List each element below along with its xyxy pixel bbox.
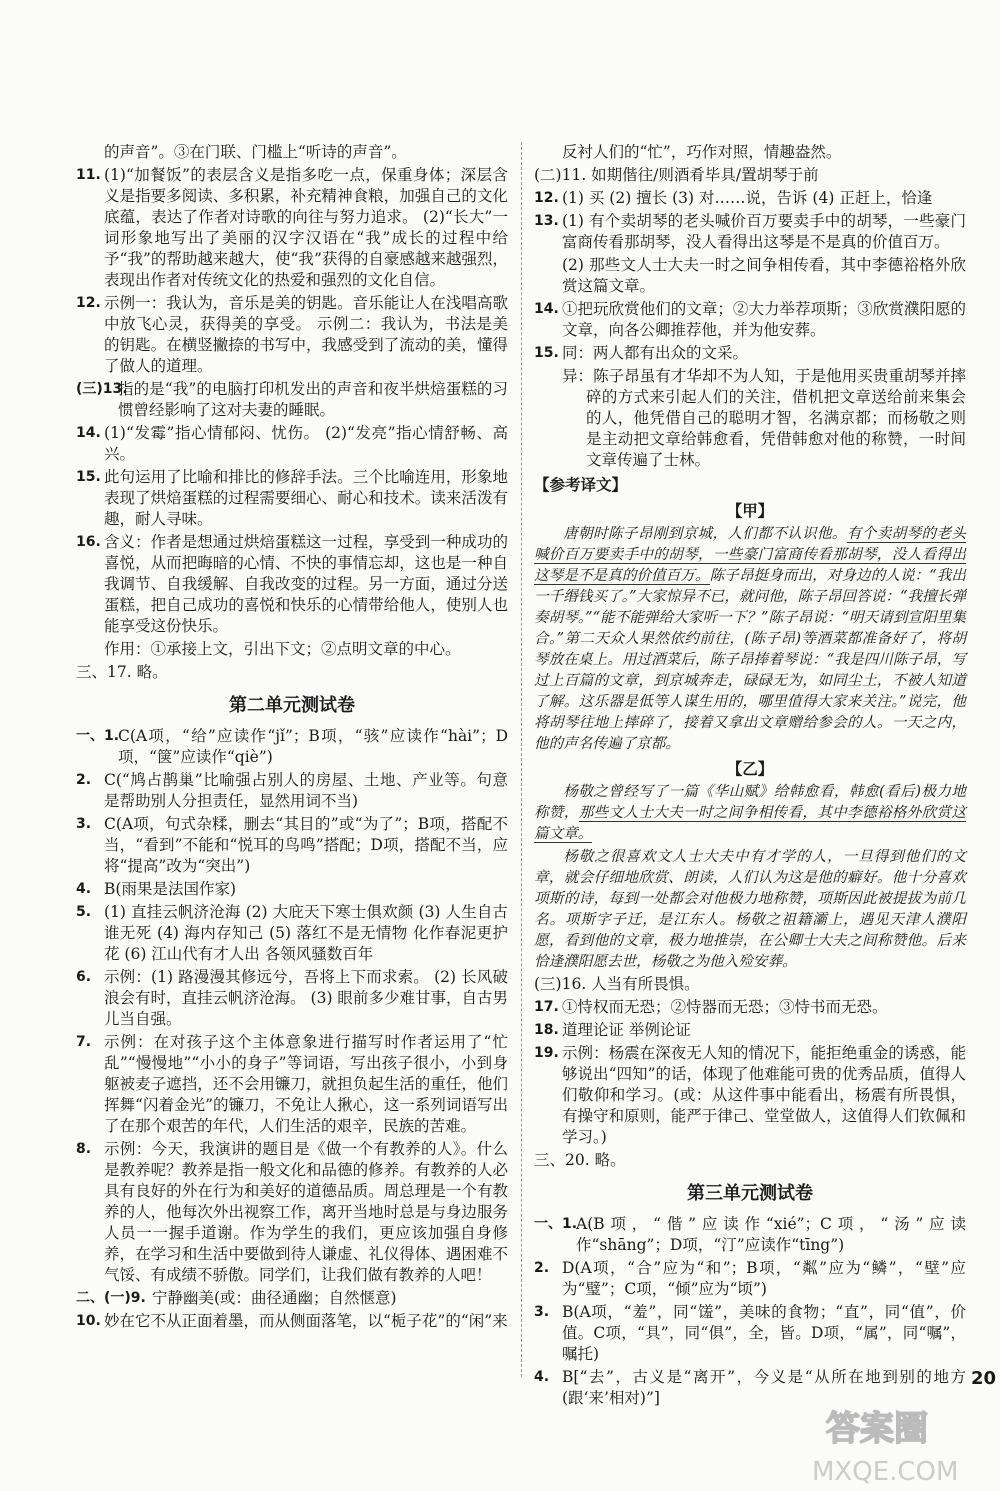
answer-16-iii: (三)16. 人当有所畏惧。 xyxy=(534,975,700,993)
answer-text: C(A项，“给”应读作“jǐ”；B项，“骇”应读作“hài”；D项，“箧”应读作“qiè”) xyxy=(118,727,508,766)
answer-text: 道理论证 举例论证 xyxy=(562,1021,691,1039)
answer-text: 示例：今天，我演讲的题目是《做一个有教养的人》。什么是教养呢？教养是指一般文化和品德的修养。有教养的人必具有良好的外在行为和美好的道德品质。周总理是一个有教养的人，他每次外出视察工作，离开当地时总是与身边服务人员一一握手道谢。作为学生的我们，更应该加强自身修养，在学习和生活中要做到待人谦虚、礼仪得体、遇困难不气馁、有成绩不骄傲。同学们，让我们做有教养的人吧！ xyxy=(104,1140,508,1284)
item-number: 6. xyxy=(76,969,92,985)
answer-text: ①恃权而无恐；②恃器而无恐；③恃书而无恐。 xyxy=(562,998,888,1016)
answer-12-ii xyxy=(534,188,966,209)
column-divider xyxy=(521,142,522,1377)
unit2-answer-7 xyxy=(76,1032,508,1137)
item-number: 18. xyxy=(534,1022,559,1038)
translation-text: 陈子昂挺身而出，对身边的人说：“我出一千缗钱买了。”大家惊异不已，就问他，陈子昂回答说：“我擅长弹奏胡琴。”“能不能弹给大家听一下？”陈子昂说：“明天请到宣阳里集合。”第二天众人果然依约前往，(陈子昂)等酒菜都准备好了，将胡琴放在桌上。用过酒菜后，陈子昂捧着琴说：“我是四川陈子昂，写过上百篇的文章，到京城奔走，碌碌无为，如同尘土，不被人知道了解。这乐器是低等人谋生用的，哪里值得大家来关注。”说完，他将胡琴往地上摔碎了，接着又拿出文章赠给参会的人。一天之内，他的声名传遍了京都。 xyxy=(534,567,966,752)
answer-11 xyxy=(76,165,508,291)
answer-19-iii xyxy=(534,1043,966,1148)
watermark-logo-text: 答案圈 xyxy=(826,1409,928,1449)
answer-14-ii xyxy=(534,299,966,341)
watermark-logo xyxy=(806,1400,992,1488)
item-number: 15. xyxy=(534,345,559,361)
answer-text: 妙在它不从正面着墨，而从侧面落笔，以“栀子花”的“闲”来 xyxy=(104,1312,508,1330)
translation-yi xyxy=(534,781,966,844)
unit2-answer-3 xyxy=(76,814,508,877)
unit2-answer-10 xyxy=(76,1311,508,1332)
page-number: 20 xyxy=(970,1368,996,1389)
answer-text: 含义：作者是想通过烘焙蛋糕这一过程，享受到一种成功的喜悦，从而把晦暗的心情、不快的事情忘却，这也是一种自我调节、自我缓解、自我改变的过程。另一方面，通过分送蛋糕，把自己成功的喜悦和快乐的心情带给他人，使别人也能享受这份快乐。 xyxy=(104,533,508,635)
answer-text: (1)“加餐饭”的表层含义是指多吃一点，保重身体；深层含义是指要多阅读、多积累，补充精神食粮，加强自己的文化底蕴，表达了作者对诗歌的向往与努力追求。 (2)“长大”一词形象地写出了美丽的汉字汉语在“我”成长的过程中给予“我”的帮助越来越大，使“我”获得的自豪感越来越强烈，表现出作者对传统文化的热爱和强烈的文化自信。 xyxy=(104,166,508,289)
answer-13 xyxy=(76,379,508,421)
answer-15-ii xyxy=(534,343,966,364)
underlined-sentence: 有个卖胡琴的老头喊价百万要卖手中的胡琴，一些豪门富商传看那胡琴，没人看得出这琴是不是真的价值百万。 xyxy=(534,525,966,584)
answer-11-ii: (二)11. 如期偕往/则酒肴毕具/置胡琴于前 xyxy=(534,166,819,184)
answer-14 xyxy=(76,423,508,465)
unit2-answer-4 xyxy=(76,879,508,900)
item-number: 12. xyxy=(534,190,559,206)
answer-text: D(A项，“合”应为“和”；B项，“粼”应为“鳞”，“壁”应为“璧”；C项，“倾”应为“顷”) xyxy=(562,1259,966,1298)
item-number: 一、1. xyxy=(534,1216,578,1232)
translation-jia-label: 【甲】 xyxy=(726,501,774,520)
item-number: 7. xyxy=(76,1034,92,1050)
answer-text: 示例：杨震在深夜无人知的情况下，能拒绝重金的诱惑，能够说出“四知”的话，体现了他难能可贵的优秀品质，值得人们敬仰和学习。(或：从这件事中能看出，杨震有所畏惧，有操守和原则，能严于律己、堂堂做人，这值得人们钦佩和学习。) xyxy=(562,1044,966,1146)
item-number: 14. xyxy=(76,425,101,441)
answer-17: 三、17. 略。 xyxy=(76,663,168,681)
answer-text: 指的是“我”的电脑打印机发出的声音和夜半烘焙蛋糕的习惯曾经影响了这对夫妻的睡眠。 xyxy=(118,380,508,419)
answer-16 xyxy=(76,532,508,637)
item-number: 14. xyxy=(534,301,559,317)
unit3-title: 第三单元测试卷 xyxy=(687,1183,813,1204)
answer-18-iii xyxy=(534,1020,966,1041)
answer-text: B(A项，“羞”，同“馐”，美味的食物；“直”，同“值”，价值。C项，“具”，同“俱”，全，皆。D项，“属”，同“嘱”，嘱托) xyxy=(562,1303,966,1363)
watermark-url: MXQE.COM xyxy=(812,1457,959,1487)
item-number: 5. xyxy=(76,904,92,920)
text-line: 反衬人们的“忙”，巧作对照，情趣盎然。 xyxy=(562,143,842,161)
answer-text: (1) 买 (2) 擅长 (3) 对……说，告诉 (4) 正赶上，恰逢 xyxy=(562,189,933,207)
underlined-sentence: 那些文人士大夫一时之间争相传看，其中李德裕格外欣赏这篇文章。 xyxy=(534,804,966,842)
reference-translation-label: 【参考译文】 xyxy=(534,476,628,494)
answer-text: ①把玩欣赏他们的文章；②大力举荐项斯；③欣赏濮阳愿的文章，向各公卿推荐他，并为他安葬。 xyxy=(562,300,966,339)
item-number: 19. xyxy=(534,1045,559,1061)
left-column xyxy=(76,142,508,1334)
item-number: 2. xyxy=(534,1260,550,1276)
answer-13-part2: (2) 那些文人士大夫一时之间争相传看，其中李德裕格外欣赏这篇文章。 xyxy=(562,256,966,295)
unit2-answer-6 xyxy=(76,967,508,1030)
answer-text: B[“去”，古义是“离开”，今义是“从所在地到别的地方(跟‘来’相对)”] xyxy=(562,1368,966,1407)
answer-text: 同：两人都有出众的文采。 xyxy=(562,344,749,362)
unit2-title: 第二单元测试卷 xyxy=(229,695,355,716)
answer-16-effect: 作用：①承接上文，引出下文；②点明文章的中心。 xyxy=(104,640,461,658)
unit3-answer-1 xyxy=(534,1214,966,1256)
unit2-answer-5 xyxy=(76,902,508,965)
item-number: 8. xyxy=(76,1141,92,1157)
item-number: 15. xyxy=(76,469,101,485)
item-number: 一、1. xyxy=(76,728,120,744)
answer-17-iii xyxy=(534,997,966,1018)
translation-yi-2: 杨敬之很喜欢文人士大夫中有才学的人，一旦得到他们的文章，就会仔细地欣赏、朗读，人们认为这是他的癖好。他十分喜欢项斯的诗，每到一处都会对他极力地称赞，项斯因此被提拔为前几名。项斯字子迁，是江东人。杨敬之祖籍灞上，遇见天津人濮阳愿，看到他的文章，极力地推崇，在公卿士大夫之间称赞他。后来恰逢濮阳愿去世，杨敬之为他入殓安葬。 xyxy=(534,848,966,970)
answer-text: 宁静幽美(或：曲径通幽；自然惬意) xyxy=(152,1289,397,1307)
answer-20: 三、20. 略。 xyxy=(534,1151,626,1169)
translation-text: 唐朝时陈子昂刚到京城，人们都不认识他。 xyxy=(563,525,847,542)
item-number: 4. xyxy=(534,1369,550,1385)
answer-13-ii xyxy=(534,211,966,253)
answer-text: A(B项，“偕”应读作“xié”；C项，“汤”应读作“shāng”；D项，“汀”应读作“tīng”) xyxy=(576,1215,966,1254)
answer-15 xyxy=(76,467,508,530)
unit2-answer-8 xyxy=(76,1139,508,1286)
translation-text: 杨敬之曾经写了一篇《华山赋》给韩愈看，韩愈(看后)极力地称赞， xyxy=(534,783,966,821)
item-number: 3. xyxy=(76,816,92,832)
item-number: (三)13. xyxy=(76,381,128,397)
item-number: 4. xyxy=(76,881,92,897)
unit3-answer-3 xyxy=(534,1302,966,1365)
item-number: 3. xyxy=(534,1304,550,1320)
answer-text: (1) 直挂云帆济沧海 (2) 大庇天下寒士俱欢颜 (3) 人生自古谁无死 (4) 海内存知己 (5) 落红不是无情物 化作春泥更护花 (6) 江山代有才人出 各领风骚数百年 xyxy=(104,903,508,963)
answer-text: 示例：在对孩子这个主体意象进行描写时作者运用了“忙乱”“慢慢地”“小小的身子”等词语，写出孩子很小，小到身躯被麦子遮挡，还不会用镰刀，就担负起生活的重任，他们挥舞“闪着金光”的镰刀，不免让人揪心，这一系列词语写出了在那个艰苦的年代，人们生活的艰辛，民族的苦难。 xyxy=(104,1033,508,1135)
answer-text: (1)“发霉”指心情郁闷、忧伤。 (2)“发亮”指心情舒畅、高兴。 xyxy=(104,424,508,463)
translation-yi-label: 【乙】 xyxy=(726,759,774,778)
unit2-answer-2 xyxy=(76,770,508,812)
right-column xyxy=(534,142,966,1411)
answer-text: C(“鸠占鹊巢”比喻强占别人的房屋、土地、产业等。句意是帮助别人分担责任，显然用词不当) xyxy=(104,771,508,810)
translation-jia xyxy=(534,523,966,754)
answer-text: C(A项，句式杂糅，删去“其目的”或“为了”；B项，搭配不当，“看到”不能和“悦耳的鸟鸣”搭配；D项，搭配不当，应将“提高”改为“突出”) xyxy=(104,815,508,875)
item-number: 10. xyxy=(76,1313,101,1329)
unit2-answer-9 xyxy=(76,1288,508,1309)
answer-text: (1) 有个卖胡琴的老头喊价百万要卖手中的胡琴，一些豪门富商传看那胡琴，没人看得出这琴是不是真的价值百万。 xyxy=(562,212,966,251)
item-number: 11. xyxy=(76,167,101,183)
answer-text: 此句运用了比喻和排比的修辞手法。三个比喻连用，形象地表现了烘焙蛋糕的过程需要细心、耐心和技术。读来活泼有趣，耐人寻味。 xyxy=(104,468,508,528)
item-number: 12. xyxy=(76,295,101,311)
item-number: 二、(一)9. xyxy=(76,1290,146,1306)
item-number: 17. xyxy=(534,999,559,1015)
unit3-answer-2 xyxy=(534,1258,966,1300)
text-line: 的声音”。③在门联、门槛上“听诗的声音”。 xyxy=(104,143,407,161)
answer-12 xyxy=(76,293,508,377)
item-number: 2. xyxy=(76,772,92,788)
item-number: 16. xyxy=(76,534,101,550)
answer-15-difference: 异：陈子昂虽有才华却不为人知，于是他用买贵重胡琴并摔碎的方式来引起人们的关注，借机把文章送给前来集会的人，他凭借自己的聪明才智，名满京都；而杨敬之则是主动把文章给韩愈看，凭借韩愈对他的称赞，一时间文章传遍了士林。 xyxy=(562,367,966,469)
answer-text: 示例：(1) 路漫漫其修远兮，吾将上下而求索。 (2) 长风破浪会有时，直挂云帆济沧海。 (3) 眼前多少难甘事，自古男儿当自强。 xyxy=(104,968,508,1028)
answer-text: B(雨果是法国作家) xyxy=(104,880,236,898)
answer-text: 示例一：我认为，音乐是美的钥匙。音乐能让人在浅唱高歌中放飞心灵，获得美的享受。 示例二：我认为，书法是美的钥匙。在横竖撇捺的书写中，我感受到了流动的美，懂得了做人的道理。 xyxy=(104,294,508,375)
item-number: 13. xyxy=(534,213,559,229)
unit2-answer-1 xyxy=(76,726,508,768)
